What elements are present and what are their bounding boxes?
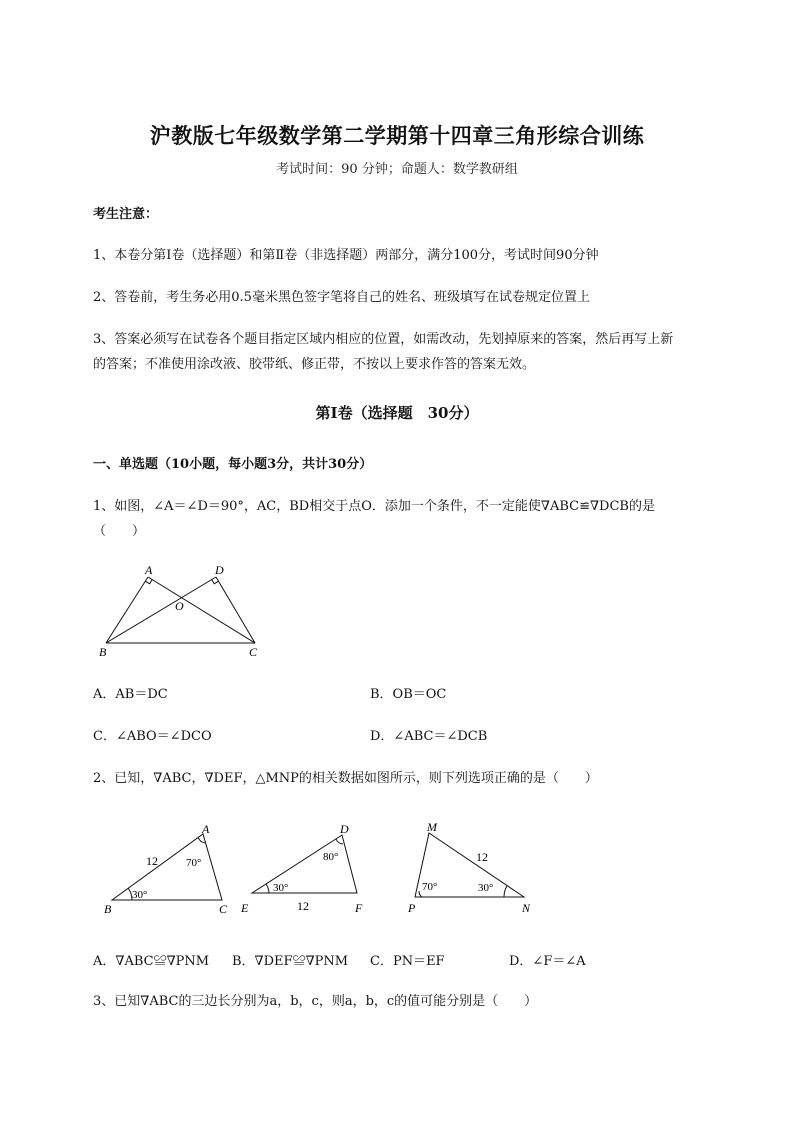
vertex-p-label: P — [408, 901, 416, 915]
angle-arc-n — [504, 886, 507, 897]
angle-a-label: 70° — [186, 857, 202, 869]
angle-b-label: 30° — [132, 889, 148, 901]
point-d-label: D — [215, 563, 224, 577]
segment-dc — [216, 577, 255, 643]
question-2-option-a[interactable]: A．∇ABC≌∇PNM — [93, 954, 210, 969]
question-2-option-d[interactable]: D．∠F＝∠A — [509, 954, 586, 969]
segment-ab — [106, 577, 148, 643]
question-1-option-b[interactable]: B．OB＝OC — [370, 687, 447, 702]
angle-n-label: 30° — [478, 882, 494, 894]
section-title: 第Ⅰ卷（选择题 30分） — [315, 404, 479, 422]
point-a-label: A — [145, 563, 153, 577]
notice-item: 1、本卷分第Ⅰ卷（选择题）和第Ⅱ卷（非选择题）两部分，满分100分，考试时间90分钟 — [93, 248, 599, 263]
notice-item: 的答案；不准使用涂改液、胶带纸、修正带，不按以上要求作答的答案无效。 — [93, 357, 536, 372]
exam-info: 考试时间：90 分钟；命题人：数学教研组 — [276, 162, 518, 177]
question-2-figure-mnp — [400, 820, 545, 920]
vertex-n-label: N — [522, 901, 531, 915]
point-c-label: C — [249, 645, 258, 659]
vertex-d-label: D — [340, 822, 349, 836]
vertex-e-label: E — [241, 901, 249, 915]
segment-db — [106, 577, 216, 643]
side-length-label: 12 — [297, 899, 309, 913]
question-2-figure-def — [235, 820, 375, 920]
question-3-stem: 3、已知∇ABC的三边长分别为a，b，c，则a，b，c的值可能分别是（ ） — [93, 994, 538, 1009]
page-title: 沪教版七年级数学第二学期第十四章三角形综合训练 — [149, 123, 645, 148]
segment-ac — [148, 577, 255, 643]
angle-d-label: 80° — [323, 851, 339, 863]
question-1-stem: 1、如图，∠A＝∠D＝90°，AC，BD相交于点O．添加一个条件，不一定能使∇ABC≌∇DCB的是 — [93, 499, 655, 514]
side-length-label: 12 — [476, 850, 488, 864]
side-length-label: 12 — [146, 854, 158, 868]
point-o-label: O — [175, 599, 184, 613]
question-2-option-b[interactable]: B．∇DEF≌∇PNM — [232, 954, 349, 969]
question-1-option-c[interactable]: C．∠ABO＝∠DCO — [93, 729, 212, 744]
question-2-option-c[interactable]: C．PN＝EF — [370, 954, 445, 969]
vertex-c-label: C — [219, 902, 228, 916]
angle-p-label: 70° — [422, 881, 438, 893]
notice-item: 3、答案必须写在试卷各个题目指定区域内相应的位置，如需改动，先划掉原来的答案，然后再写上新 — [93, 332, 674, 347]
vertex-a-label: A — [202, 822, 210, 836]
angle-arc-d — [336, 839, 343, 844]
vertex-f-label: F — [355, 901, 363, 915]
question-1-option-d[interactable]: D．∠ABC＝∠DCB — [370, 729, 488, 744]
point-b-label: B — [99, 645, 107, 659]
angle-arc-e — [266, 884, 269, 893]
vertex-b-label: B — [104, 902, 112, 916]
question-2-figure-abc — [100, 820, 235, 920]
part-heading: 一、单选题（10小题，每小题3分，共计30分） — [93, 457, 373, 472]
angle-e-label: 30° — [273, 882, 289, 894]
question-1-bracket: （ ） — [93, 524, 146, 539]
vertex-m-label: M — [427, 820, 437, 834]
question-2-stem: 2、已知，∇ABC，∇DEF，△MNP的相关数据如图所示，则下列选项正确的是（ ） — [93, 771, 598, 786]
notice-item: 2、答卷前，考生务必用0.5毫米黑色签字笔将自己的姓名、班级填写在试卷规定位置上 — [93, 290, 590, 305]
notice-heading: 考生注意： — [93, 207, 159, 222]
triangle-abc — [112, 834, 222, 900]
question-1-figure — [95, 560, 275, 660]
question-1-option-a[interactable]: A．AB＝DC — [93, 687, 168, 702]
